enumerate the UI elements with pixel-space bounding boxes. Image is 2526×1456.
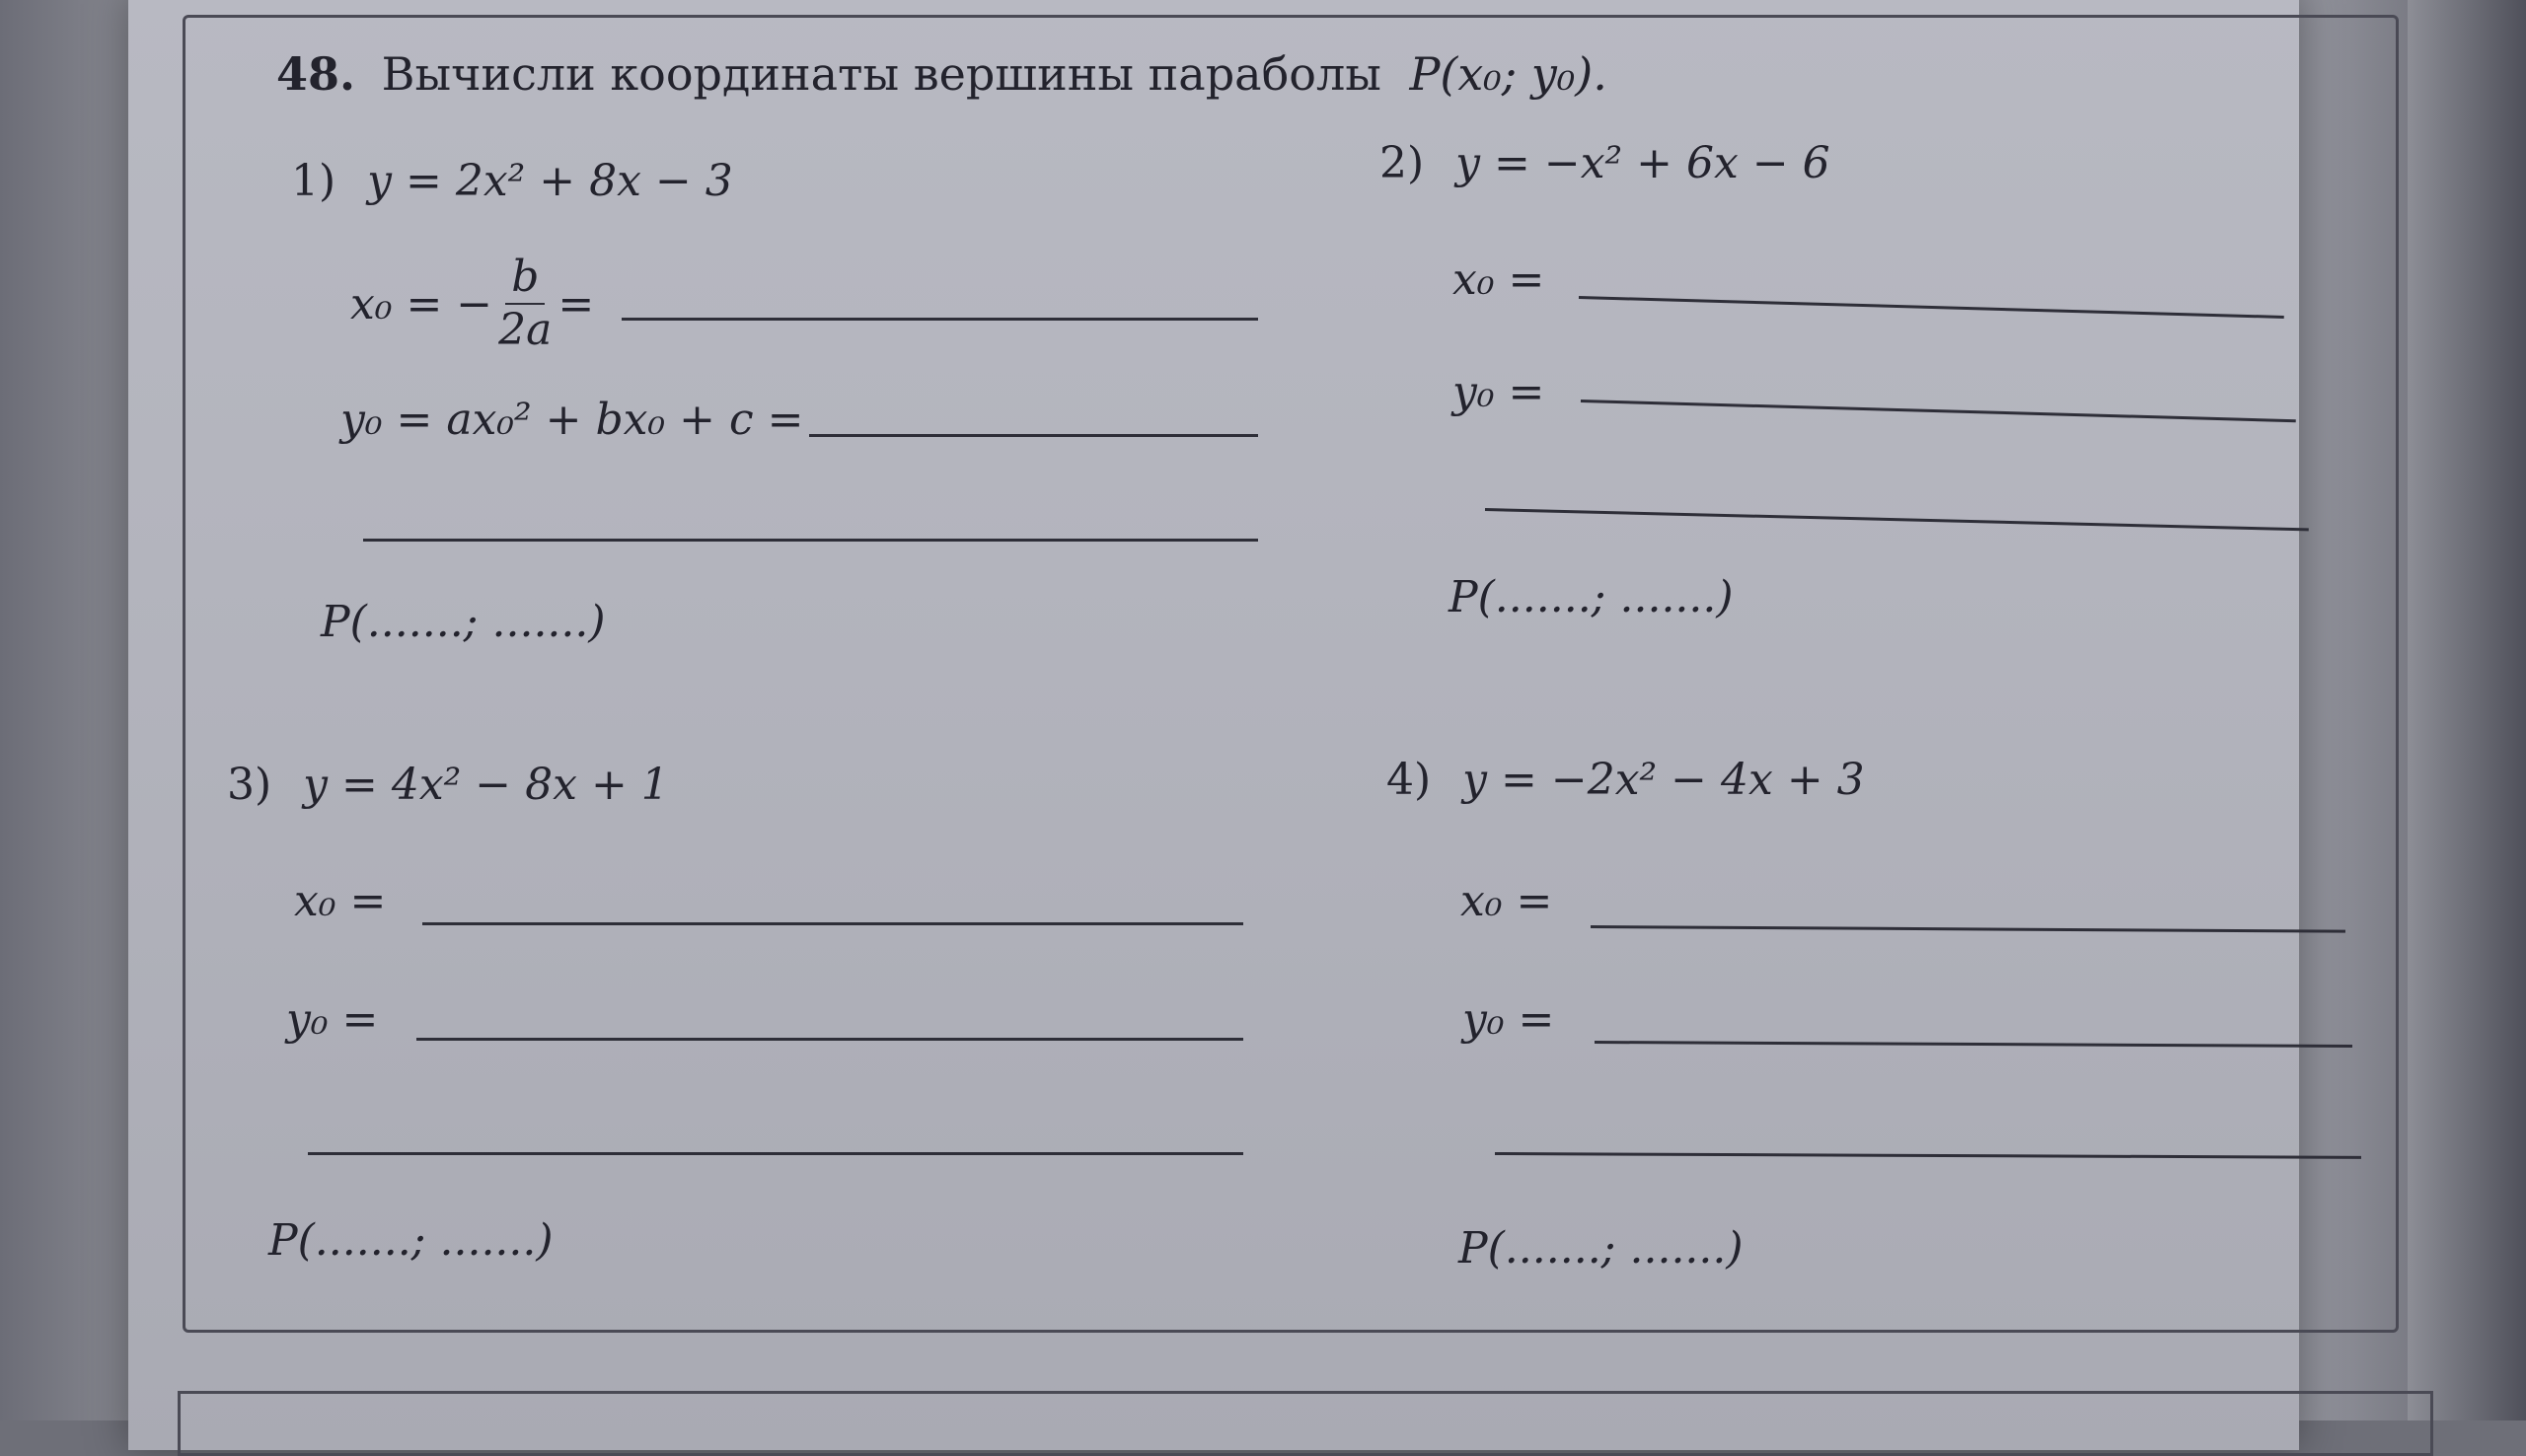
- task-4-header: [1386, 755, 1865, 805]
- task-2-label: 2): [1379, 138, 1425, 188]
- task-3-header: [227, 760, 669, 810]
- task-4-x0-label: x₀ =: [1460, 876, 1553, 926]
- task-1-y0-answer-line[interactable]: [809, 434, 1258, 437]
- task-1-y0-formula: [340, 395, 803, 445]
- task-3-function: y = 4x² − 8x + 1: [303, 760, 669, 810]
- task-1-x0-answer-line[interactable]: [622, 318, 1258, 321]
- task-3-y0-label: y₀ =: [286, 994, 379, 1045]
- task-4-x0-row: [1460, 876, 1552, 926]
- task-3: [227, 760, 669, 810]
- task-4: [1386, 755, 1865, 805]
- task-4-vertex-answer: P(.......; .......): [1458, 1223, 1744, 1274]
- task-2-vertex-answer: P(.......; .......): [1449, 572, 1734, 622]
- exercise-instruction: Вычисли координаты вершины параболы: [381, 47, 1381, 101]
- exercise-number: 48.: [276, 47, 356, 101]
- task-2-x0-label: x₀ =: [1452, 255, 1545, 305]
- task-1-extra-answer-line[interactable]: [363, 539, 1258, 542]
- task-1-header: [291, 156, 733, 206]
- task-3-extra-answer-line[interactable]: [308, 1152, 1243, 1155]
- task-3-vertex-answer: P(.......; .......): [268, 1215, 554, 1266]
- fraction-denominator: 2a: [498, 305, 553, 355]
- task-3-x0-row: [294, 876, 386, 926]
- page-edge: [2408, 0, 2526, 1420]
- fraction-numerator: b: [505, 252, 545, 305]
- task-2-header: [1379, 138, 1830, 188]
- task-1-x0-suffix: =: [557, 278, 595, 329]
- task-2-y0-label: y₀ =: [1452, 367, 1545, 417]
- task-1-x0-fraction: [498, 252, 552, 356]
- task-1-x0-formula: [350, 252, 594, 356]
- task-4-y0-row: [1462, 994, 1554, 1045]
- task-1-y0-label: y₀ = ax₀² + bx₀ + c =: [340, 395, 804, 445]
- task-1-function: y = 2x² + 8x − 3: [367, 156, 733, 206]
- exercise-frame: [183, 15, 2399, 1333]
- task-2: [1379, 138, 1830, 188]
- task-3-y0-answer-line[interactable]: [416, 1038, 1243, 1041]
- task-3-label: 3): [227, 760, 272, 810]
- task-1-vertex-answer: P(.......; .......): [321, 597, 606, 647]
- task-3-x0-label: x₀ =: [294, 876, 387, 926]
- task-4-function: y = −2x² − 4x + 3: [1462, 755, 1865, 805]
- task-1: [291, 156, 733, 206]
- vertex-notation: P(x₀; y₀).: [1409, 47, 1607, 101]
- task-3-x0-answer-line[interactable]: [422, 922, 1243, 925]
- task-4-label: 4): [1386, 755, 1432, 805]
- task-2-function: y = −x² + 6x − 6: [1455, 138, 1830, 188]
- task-2-y0-row: [1452, 367, 1544, 417]
- next-exercise-frame: [178, 1391, 2433, 1456]
- task-4-y0-label: y₀ =: [1462, 994, 1555, 1045]
- task-1-label: 1): [291, 156, 336, 206]
- task-2-x0-row: [1452, 255, 1544, 305]
- task-1-x0-prefix: x₀ = −: [350, 278, 493, 329]
- exercise-heading: [276, 47, 1607, 101]
- task-3-y0-row: [286, 994, 378, 1045]
